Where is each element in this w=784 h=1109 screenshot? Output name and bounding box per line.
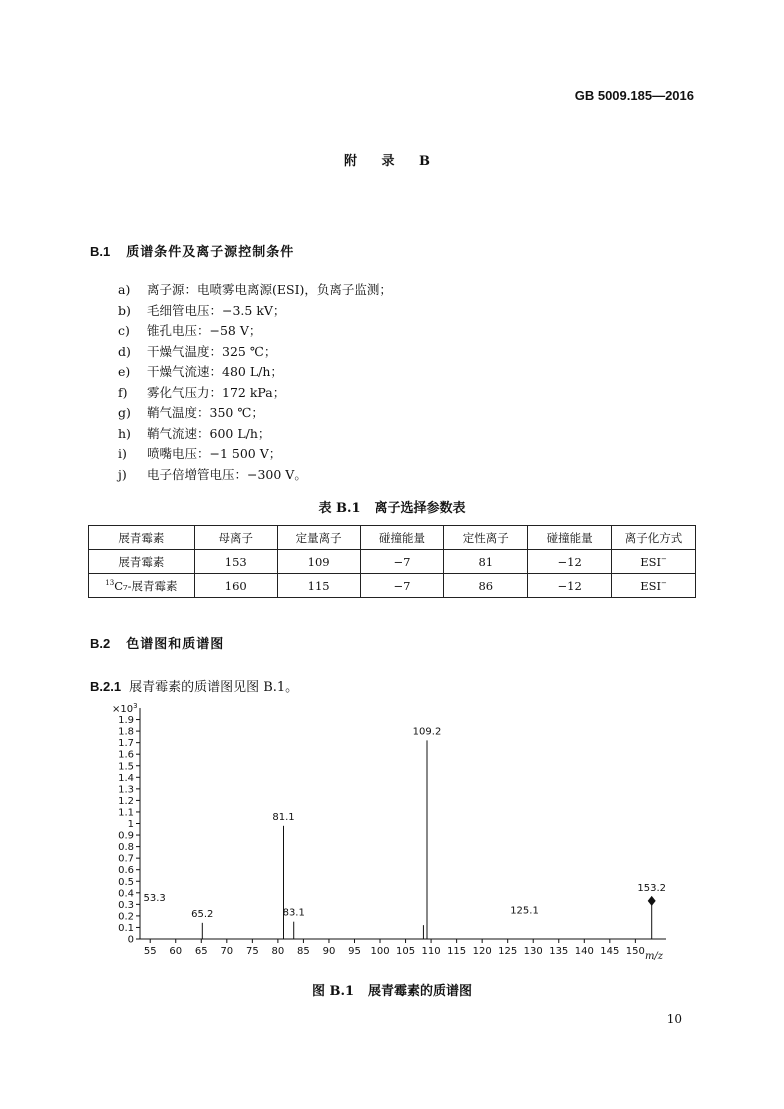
list-item: [118, 280, 392, 301]
table-caption: [0, 497, 784, 516]
table-header-row: [89, 526, 696, 550]
y-tick-label: 0.3: [118, 899, 134, 911]
x-tick-label: 95: [348, 946, 361, 957]
x-tick-label: 125: [498, 946, 518, 957]
peak-label: 153.2: [637, 882, 667, 894]
table-cell: 86: [444, 574, 528, 598]
section-b21-paragraph: [90, 676, 298, 695]
appendix-title: 附 录 B: [343, 154, 441, 169]
item-label: c): [118, 323, 130, 338]
y-tick-label: 1.5: [118, 761, 134, 773]
section-title: 质谱条件及离子源控制条件: [126, 245, 295, 260]
list-item: [118, 403, 392, 424]
list-item: [118, 342, 392, 363]
x-tick-label: 105: [396, 946, 416, 957]
x-tick-label: 120: [472, 946, 492, 957]
y-tick-label: 0.7: [118, 853, 134, 865]
item-label: i): [118, 446, 127, 461]
ionization-mode: ESI: [640, 554, 662, 569]
item-text: 干燥气温度：325 ℃；: [147, 343, 277, 359]
y-tick-label: 0.9: [118, 830, 134, 842]
list-item: [118, 301, 392, 322]
peak-label: 65.2: [191, 908, 214, 920]
peak-label: 109.2: [412, 726, 442, 738]
x-tick-label: 65: [194, 946, 208, 957]
item-label: j): [118, 466, 127, 482]
column-header: 定量离子: [277, 526, 360, 550]
y-scale-label: $\times 10^3$: [112, 702, 138, 715]
table-cell: −7: [360, 574, 444, 598]
item-text: 鞘气温度：350 ℃；: [147, 405, 264, 420]
list-item: [118, 444, 392, 465]
y-tick-label: 0.8: [118, 842, 134, 854]
x-tick-label: 55: [143, 946, 157, 957]
item-text: 干燥气流速：480 L/h；: [147, 364, 283, 379]
compound-name: 展青霉素: [118, 554, 165, 569]
item-text: 电子倍增管电压：−300 V。: [147, 466, 307, 482]
section-b1-heading: [90, 241, 294, 260]
list-item: [118, 383, 392, 404]
item-label: d): [118, 343, 131, 359]
table-cell: −7: [360, 550, 444, 574]
y-tick-label: 0.5: [118, 876, 134, 888]
section-number: B.2: [90, 636, 111, 651]
peak-label: 53.3: [143, 892, 166, 904]
ionization-cell: [612, 574, 696, 598]
list-item: [118, 424, 392, 445]
x-axis-label: m/z: [644, 951, 664, 962]
y-tick-label: 0.6: [118, 865, 134, 877]
item-text: 鞘气流速：600 L/h；: [147, 425, 271, 441]
table-row: [89, 574, 696, 598]
y-tick-label: 1.2: [118, 795, 134, 807]
ionization-mode: ESI: [640, 578, 662, 593]
item-text: 锥孔电压：−58 V；: [147, 323, 262, 338]
item-text: 毛细管电压：−3.5 kV；: [147, 302, 286, 318]
y-tick-label: 1: [127, 819, 134, 830]
item-label: a): [118, 282, 131, 297]
compound-name: C₇-展青霉素: [114, 578, 178, 593]
x-tick-label: 70: [220, 946, 234, 957]
item-label: e): [118, 364, 131, 379]
y-tick-label: 1.6: [118, 749, 134, 761]
table-row: [89, 550, 696, 574]
table-cell: 81: [444, 550, 528, 574]
y-tick-label: 1.1: [118, 807, 134, 819]
table-number: 表 B.1: [318, 501, 361, 516]
x-tick-label: 145: [600, 946, 620, 957]
y-tick-label: 1.3: [118, 784, 134, 796]
column-header: 离子化方式: [612, 526, 696, 550]
column-header: 碰撞能量: [360, 526, 444, 550]
x-tick-label: 135: [549, 946, 569, 957]
peak-label: 81.1: [272, 811, 295, 823]
x-tick-label: 75: [245, 946, 259, 957]
list-item: [118, 321, 392, 342]
y-tick-label: 0.1: [118, 922, 134, 934]
section-number: B.2.1: [90, 679, 122, 694]
list-item: [118, 362, 392, 383]
isotope-mass-number: 13: [105, 578, 115, 587]
table-cell: −12: [528, 574, 612, 598]
paragraph-text: 展青霉素的质谱图见图 B.1。: [129, 680, 299, 695]
x-tick-label: 85: [297, 946, 310, 957]
standard-code: GB 5009.185—2016: [574, 88, 694, 103]
column-header: 碰撞能量: [528, 526, 612, 550]
peak-label: 125.1: [510, 905, 539, 917]
x-tick-label: 100: [370, 946, 390, 957]
x-tick-label: 130: [523, 946, 543, 957]
section-number: B.1: [90, 244, 111, 259]
table-title: 离子选择参数表: [374, 501, 466, 516]
item-text: 雾化气压力：172 kPa；: [147, 384, 286, 400]
item-text: 离子源：电喷雾电离源(ESI)，负离子监测；: [147, 282, 392, 297]
item-label: h): [118, 425, 131, 441]
column-header: 母离子: [194, 526, 277, 550]
item-label: b): [118, 302, 131, 318]
y-tick-label: 0.4: [118, 888, 134, 900]
list-item: [118, 465, 392, 486]
ionization-charge: −: [661, 578, 667, 587]
page-number: 10: [666, 1012, 682, 1026]
ion-parameter-table: [88, 525, 696, 598]
item-text: 喷嘴电压：−1 500 V；: [147, 446, 282, 461]
section-b2-heading: [90, 633, 224, 652]
x-tick-label: 150: [625, 946, 645, 957]
item-label: g): [118, 405, 131, 420]
x-tick-label: 60: [169, 946, 183, 957]
table-cell: 153: [194, 550, 277, 574]
y-tick-label: 0.2: [118, 911, 134, 923]
figure-number: 图 B.1: [311, 984, 355, 999]
table-cell: −12: [528, 550, 612, 574]
y-tick-label: 0: [127, 934, 134, 946]
mass-spectrum-chart: [84, 698, 684, 968]
table-cell: 160: [194, 574, 277, 598]
figure-title: 展青霉素的质谱图: [368, 984, 473, 999]
x-tick-label: 115: [447, 946, 467, 957]
x-tick-label: 80: [271, 946, 285, 957]
y-tick-label: 1.8: [118, 726, 134, 738]
ionization-cell: [612, 550, 696, 574]
column-header: 展青霉素: [89, 526, 195, 550]
x-tick-label: 140: [574, 946, 594, 957]
precursor-diamond-marker: [648, 896, 656, 906]
x-tick-label: 110: [421, 946, 441, 957]
column-header: 定性离子: [444, 526, 528, 550]
section-title: 色谱图和质谱图: [126, 637, 225, 652]
compound-cell: [89, 574, 195, 598]
x-tick-label: 90: [322, 946, 336, 957]
compound-cell: [89, 550, 195, 574]
table-cell: 115: [277, 574, 360, 598]
figure-caption: [0, 980, 784, 999]
y-tick-label: 1.4: [118, 772, 134, 784]
ionization-charge: −: [661, 554, 667, 563]
peak-label: 83.1: [282, 907, 305, 919]
item-label: f): [118, 384, 128, 400]
table-cell: 109: [277, 550, 360, 574]
y-tick-label: 1.9: [118, 715, 134, 727]
conditions-list: [118, 280, 392, 485]
y-tick-label: 1.7: [118, 738, 134, 750]
